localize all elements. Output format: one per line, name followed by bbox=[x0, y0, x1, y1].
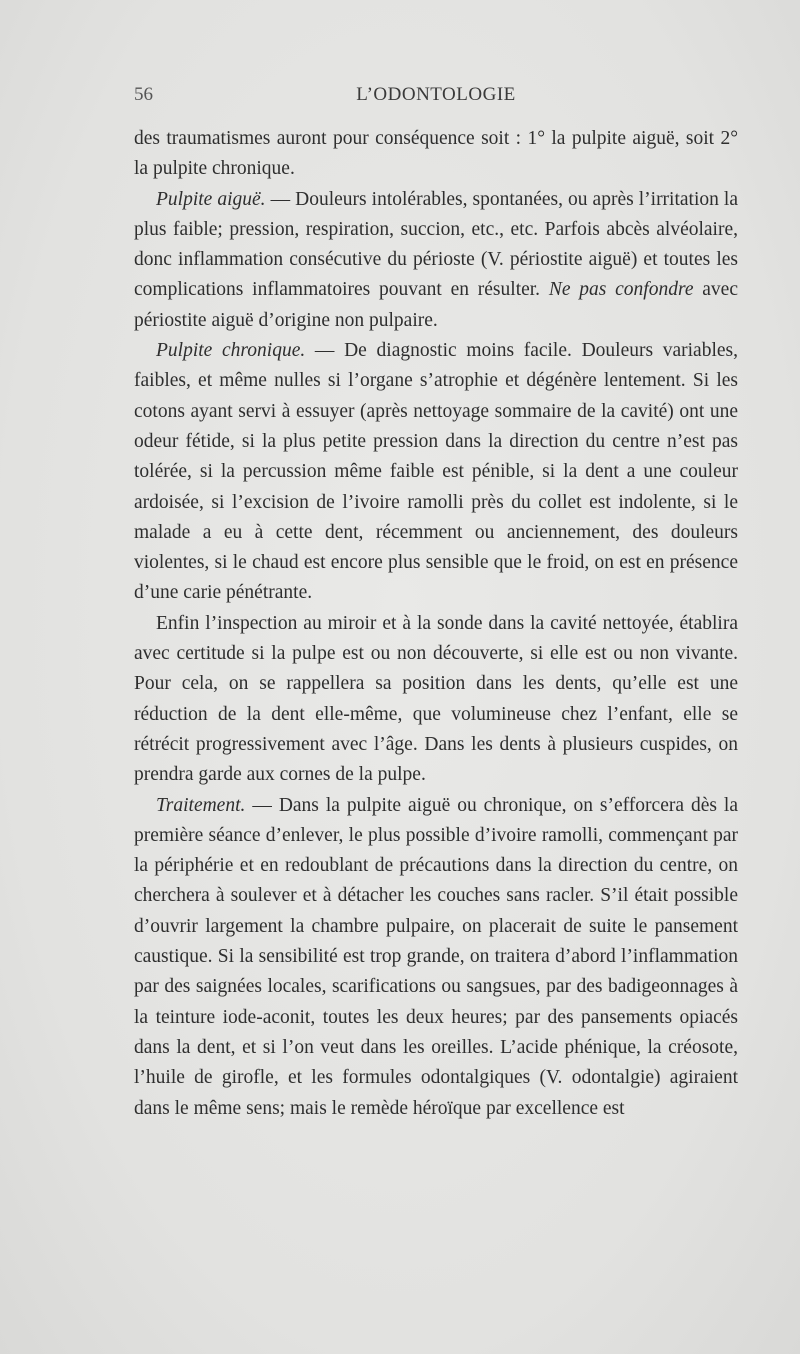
paragraph-pulpite-chronique bbox=[134, 336, 738, 609]
paragraph-pulpite-aigue-text-b: avec périostite aiguë d’origine non pulpaire. bbox=[134, 279, 738, 331]
rubric-traitement: Traitement. bbox=[156, 794, 246, 816]
paragraph-pulpite-aigue-text-a: — Douleurs intolérables, spontanées, ou après l’irritation la plus faible; pression, respiration, succion, etc., etc. Parfois abcès alvéolaire, donc inflammation consécutive du périoste (V. périostite aiguë) et toutes les complications inflammatoires pouvant en résulter. bbox=[134, 188, 738, 301]
paragraph-pulpite-chronique-text: — De diagnostic moins facile. Douleurs variables, faibles, et même nulles si l’organe s’atrophie et dégénère lentement. Si les cotons ayant servi à essuyer (après nettoyage sommaire de la cavité) ont une odeur fétide, si la plus petite pression dans la direction du centre n’est pas tolérée, si la percussion même faible est pénible, si la dent a une couleur ardoisée, si l’excision de l’ivoire ramolli près du collet est indolente, si le malade a eu à cette dent, récemment ou anciennement, des douleurs violentes, si le chaud est encore plus sensible que le froid, on est en présence d’une carie pénétrante. bbox=[134, 340, 738, 604]
paragraph-traitement bbox=[134, 791, 738, 1124]
paragraph-1-text: des traumatismes auront pour conséquence soit : 1° la pulpite aiguë, soit 2° la pulpite chronique. bbox=[134, 128, 738, 180]
paragraph-inspection bbox=[134, 609, 738, 791]
running-title: L’ODONTOLOGIE bbox=[356, 84, 516, 105]
paragraph-pulpite-aigue bbox=[134, 185, 738, 336]
paragraph-1 bbox=[134, 124, 738, 185]
rubric-pulpite-chronique: Pulpite chronique. bbox=[156, 340, 306, 362]
emphasis-ne-pas-confondre: Ne pas confondre bbox=[548, 279, 694, 301]
rubric-pulpite-aigue: Pulpite aiguë. bbox=[156, 188, 266, 210]
page-header bbox=[134, 84, 738, 114]
paragraph-traitement-text: — Dans la pulpite aiguë ou chronique, on s’efforcera dès la première séance d’enlever, le plus possible d’ivoire ramolli, commençant par la périphérie et en redoublant de précautions dans la direction du centre, on cherchera à soulever et à détacher les couches sans racler. S’il était possible d’ouvrir largement la chambre pulpaire, on placerait de suite le pansement caustique. Si la sensibilité est trop grande, on traitera d’abord l’inflammation par des saignées locales, scarifications ou sangsues, par des badigeonnages à la teinture iode-aconit, toutes les deux heures; par des pansements opiacés dans la dent, et si l’on veut dans les oreilles. L’acide phénique, la créosote, l’huile de girofle, et les formules odontalgiques (V. odontalgie) agiraient dans le même sens; mais le remède héroïque par excellence est bbox=[134, 794, 738, 1119]
paragraph-inspection-text: Enfin l’inspection au miroir et à la sonde dans la cavité nettoyée, établira avec certitude si la pulpe est ou non découverte, si elle est ou non vivante. Pour cela, on se rappellera sa position dans les dents, qu’elle est une réduction de la dent elle-même, que volumineuse chez l’enfant, elle se rétrécit progressivement avec l’âge. Dans les dents à plusieurs cuspides, on prendra garde aux cornes de la pulpe. bbox=[134, 612, 738, 786]
page-number: 56 bbox=[134, 84, 153, 105]
body-text bbox=[134, 124, 738, 1124]
